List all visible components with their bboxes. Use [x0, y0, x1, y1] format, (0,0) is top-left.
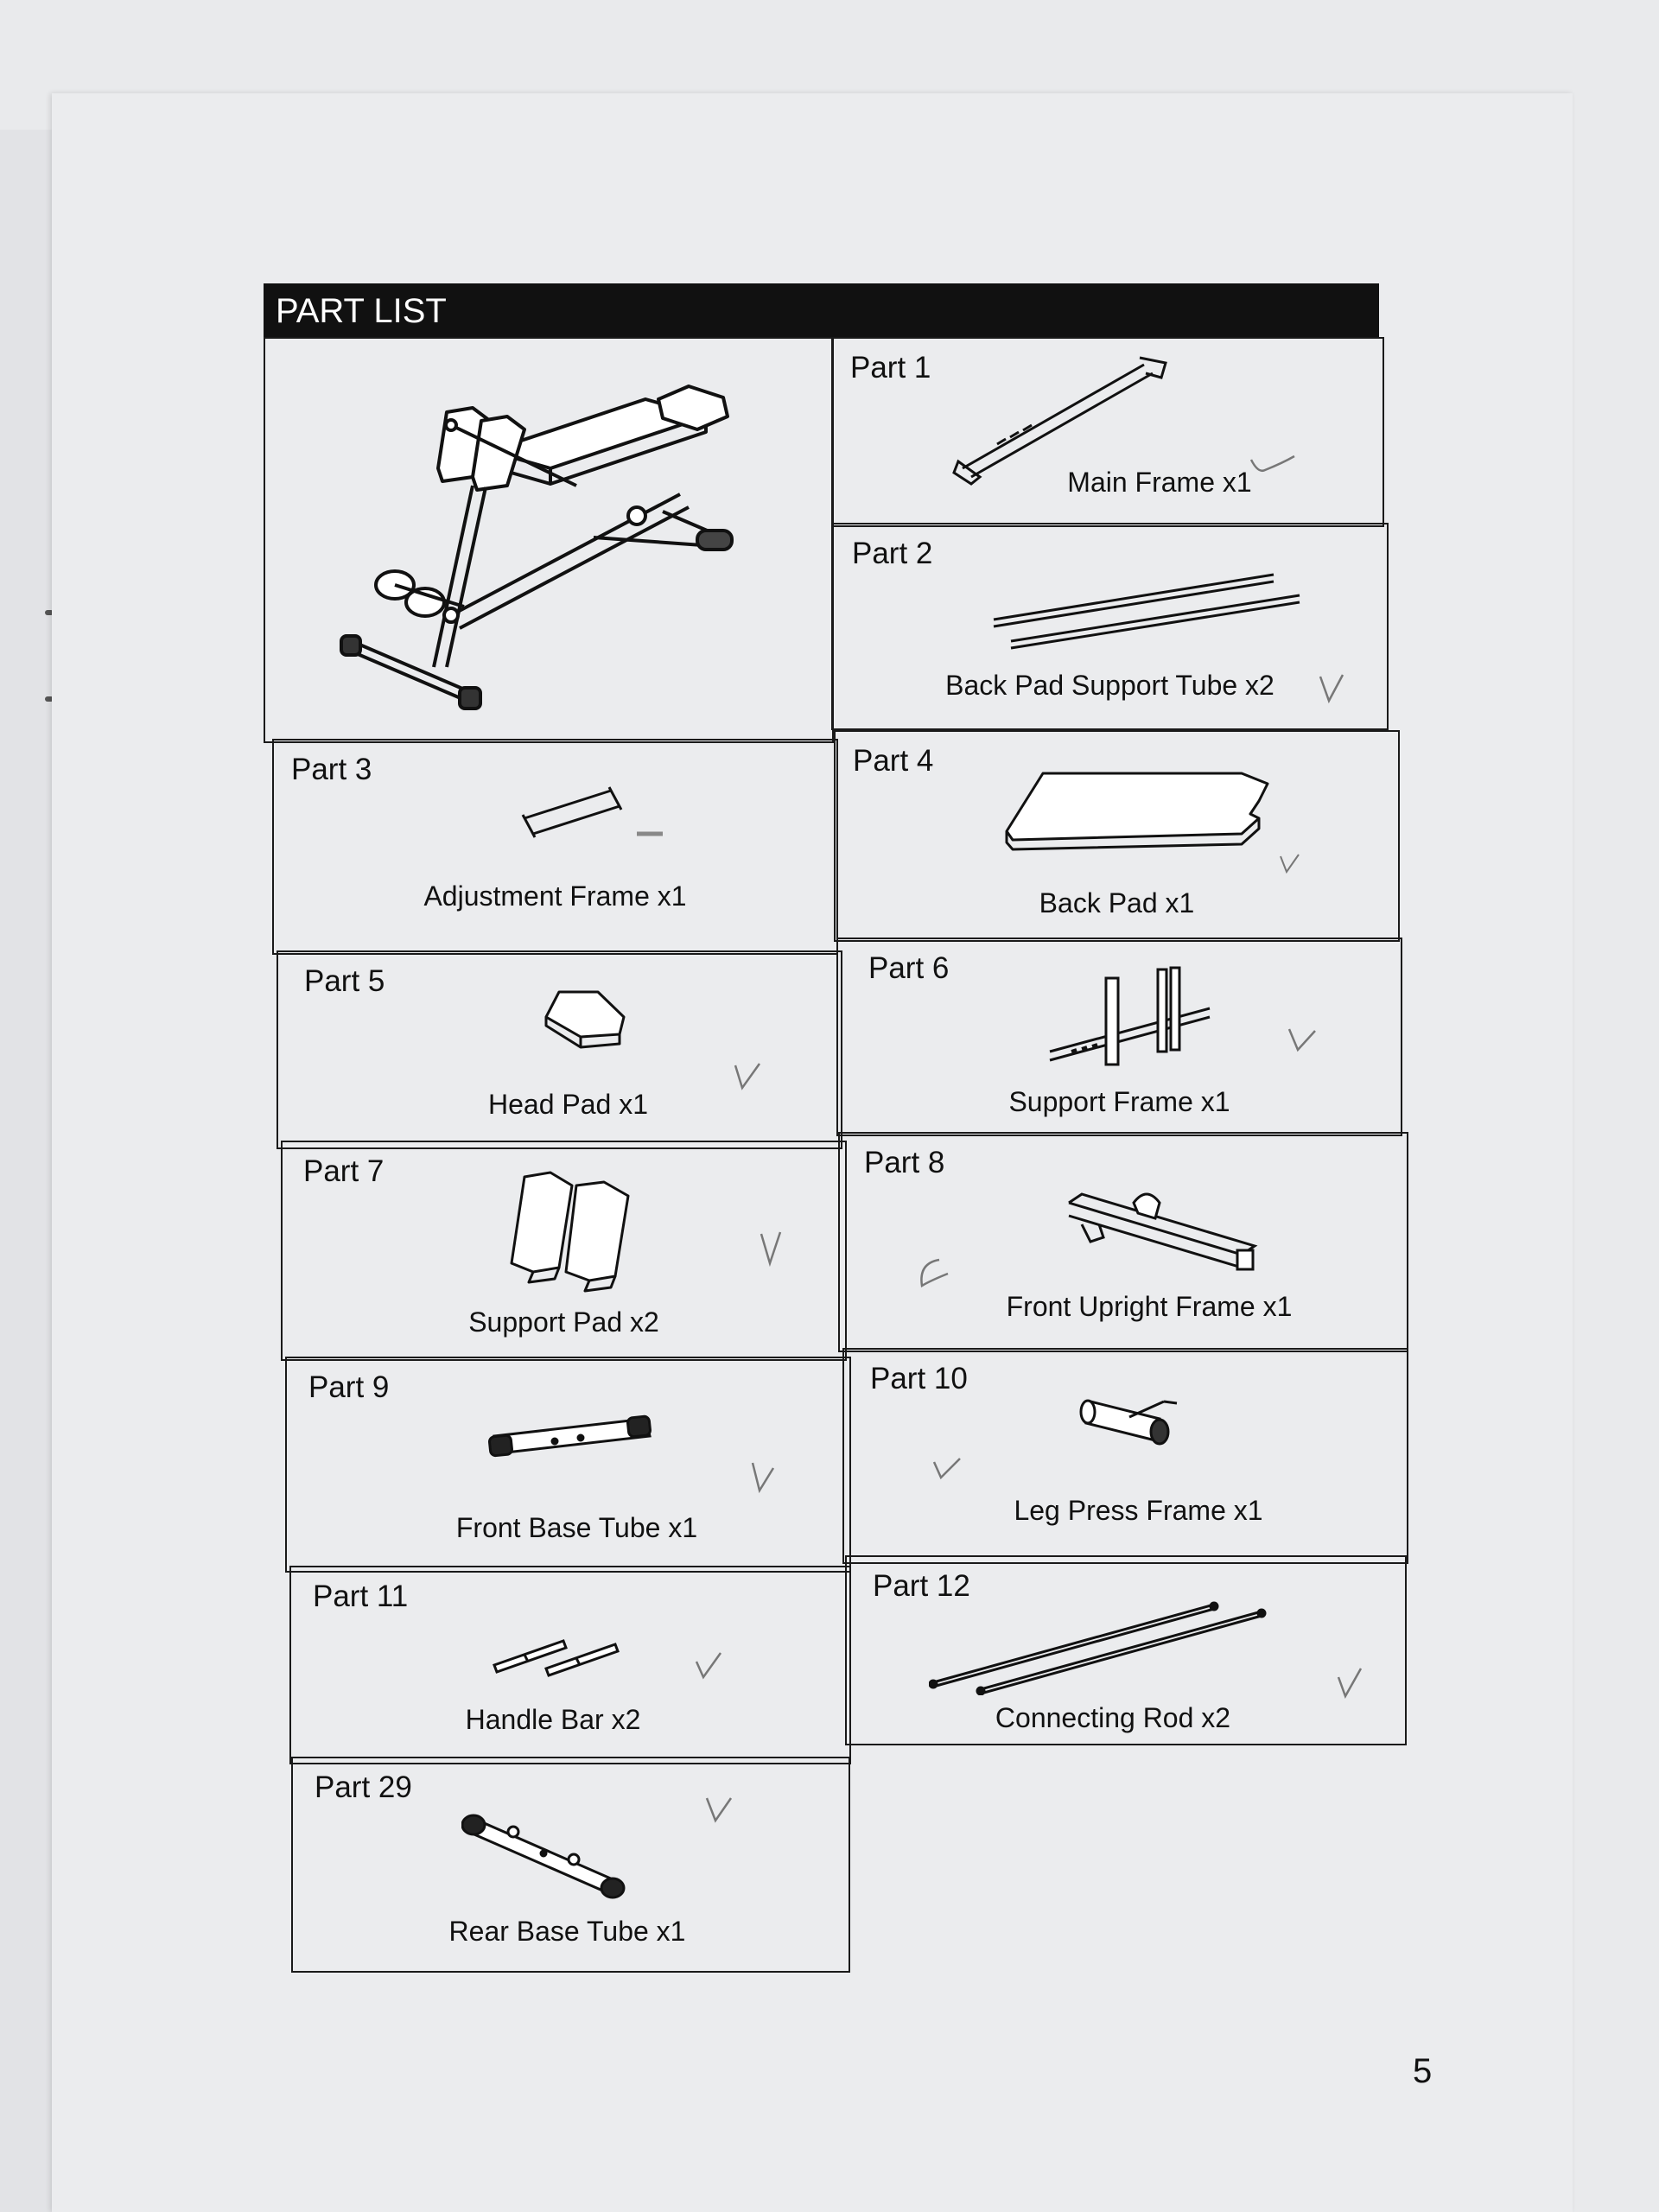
page-number: 5 [1413, 2052, 1433, 2090]
part-cell-6 [836, 938, 1402, 1136]
checkmark-icon [749, 1458, 784, 1501]
support-frame-icon [1046, 965, 1218, 1069]
rear-base-tube-icon [461, 1806, 634, 1901]
part-number: Part 5 [304, 964, 385, 998]
checkmark-icon [703, 1793, 738, 1827]
main-frame-icon [945, 347, 1187, 486]
part-number: Part 12 [873, 1569, 970, 1603]
head-pad-icon [537, 987, 632, 1056]
part-cell-7 [281, 1141, 847, 1361]
back-pad-support-tube-icon [988, 559, 1317, 654]
part-number: Part 8 [864, 1146, 945, 1179]
part-number: Part 29 [315, 1770, 412, 1804]
part-number: Part 6 [868, 951, 950, 985]
part-number: Part 11 [313, 1580, 409, 1613]
checkmark-icon [1286, 1024, 1320, 1058]
checkmark-icon [1248, 451, 1300, 486]
part-cell-12 [845, 1555, 1407, 1745]
part-name: Connecting Rod x2 [995, 1702, 1231, 1733]
part-name: Support Pad x2 [468, 1306, 659, 1338]
part-cell-1 [831, 337, 1384, 527]
checkmark-icon [693, 1649, 728, 1684]
part-name: Handle Bar x2 [465, 1704, 641, 1735]
checkmark-icon [913, 1255, 957, 1298]
part-number: Part 3 [291, 753, 372, 786]
part-name: Main Frame x1 [1067, 467, 1252, 498]
part-cell-8 [838, 1132, 1408, 1352]
part-name: Rear Base Tube x1 [448, 1916, 686, 1947]
handle-bar-icon [490, 1624, 628, 1684]
checkmark-icon [758, 1229, 792, 1272]
support-pad-icon [507, 1168, 645, 1298]
part-name: Leg Press Frame x1 [1014, 1495, 1263, 1526]
part-name: Back Pad Support Tube x2 [945, 670, 1274, 701]
part-name: Back Pad x1 [1039, 887, 1195, 918]
part-name: Front Upright Frame x1 [1006, 1291, 1293, 1322]
front-upright-frame-icon [1065, 1177, 1272, 1281]
checkmark-icon [1335, 1665, 1370, 1704]
part-number: Part 10 [870, 1362, 968, 1395]
checkmark-icon [1278, 851, 1304, 877]
part-cell-9 [285, 1357, 851, 1573]
bench-overview-cell [264, 337, 834, 743]
part-cell-10 [842, 1348, 1408, 1564]
part-number: Part 1 [850, 351, 931, 385]
connecting-rod-icon [929, 1600, 1274, 1695]
bench-overview-icon [265, 339, 836, 745]
back-pad-icon [1000, 766, 1285, 861]
part-number: Part 9 [308, 1370, 390, 1404]
part-cell-4 [834, 730, 1400, 942]
part-cell-2 [831, 523, 1389, 730]
part-name: Support Frame x1 [1008, 1086, 1230, 1117]
part-cell-11 [289, 1566, 851, 1764]
part-cell-3 [272, 739, 838, 955]
checkmark-icon [1317, 671, 1351, 706]
part-name: Adjustment Frame x1 [423, 880, 687, 912]
part-number: Part 7 [303, 1154, 385, 1188]
adjustment-frame-icon [516, 784, 671, 853]
part-number: Part 2 [852, 537, 933, 570]
front-base-tube-icon [486, 1410, 658, 1471]
checkmark-icon [931, 1453, 965, 1488]
part-name: Front Base Tube x1 [455, 1512, 698, 1543]
part-number: Part 4 [853, 744, 934, 778]
leg-press-frame-icon [1077, 1393, 1207, 1462]
part-list-header: PART LIST [264, 283, 1379, 339]
part-name: Head Pad x1 [487, 1089, 648, 1120]
checkmark-icon [732, 1060, 766, 1095]
part-cell-29 [291, 1757, 850, 1973]
part-cell-5 [276, 950, 842, 1149]
